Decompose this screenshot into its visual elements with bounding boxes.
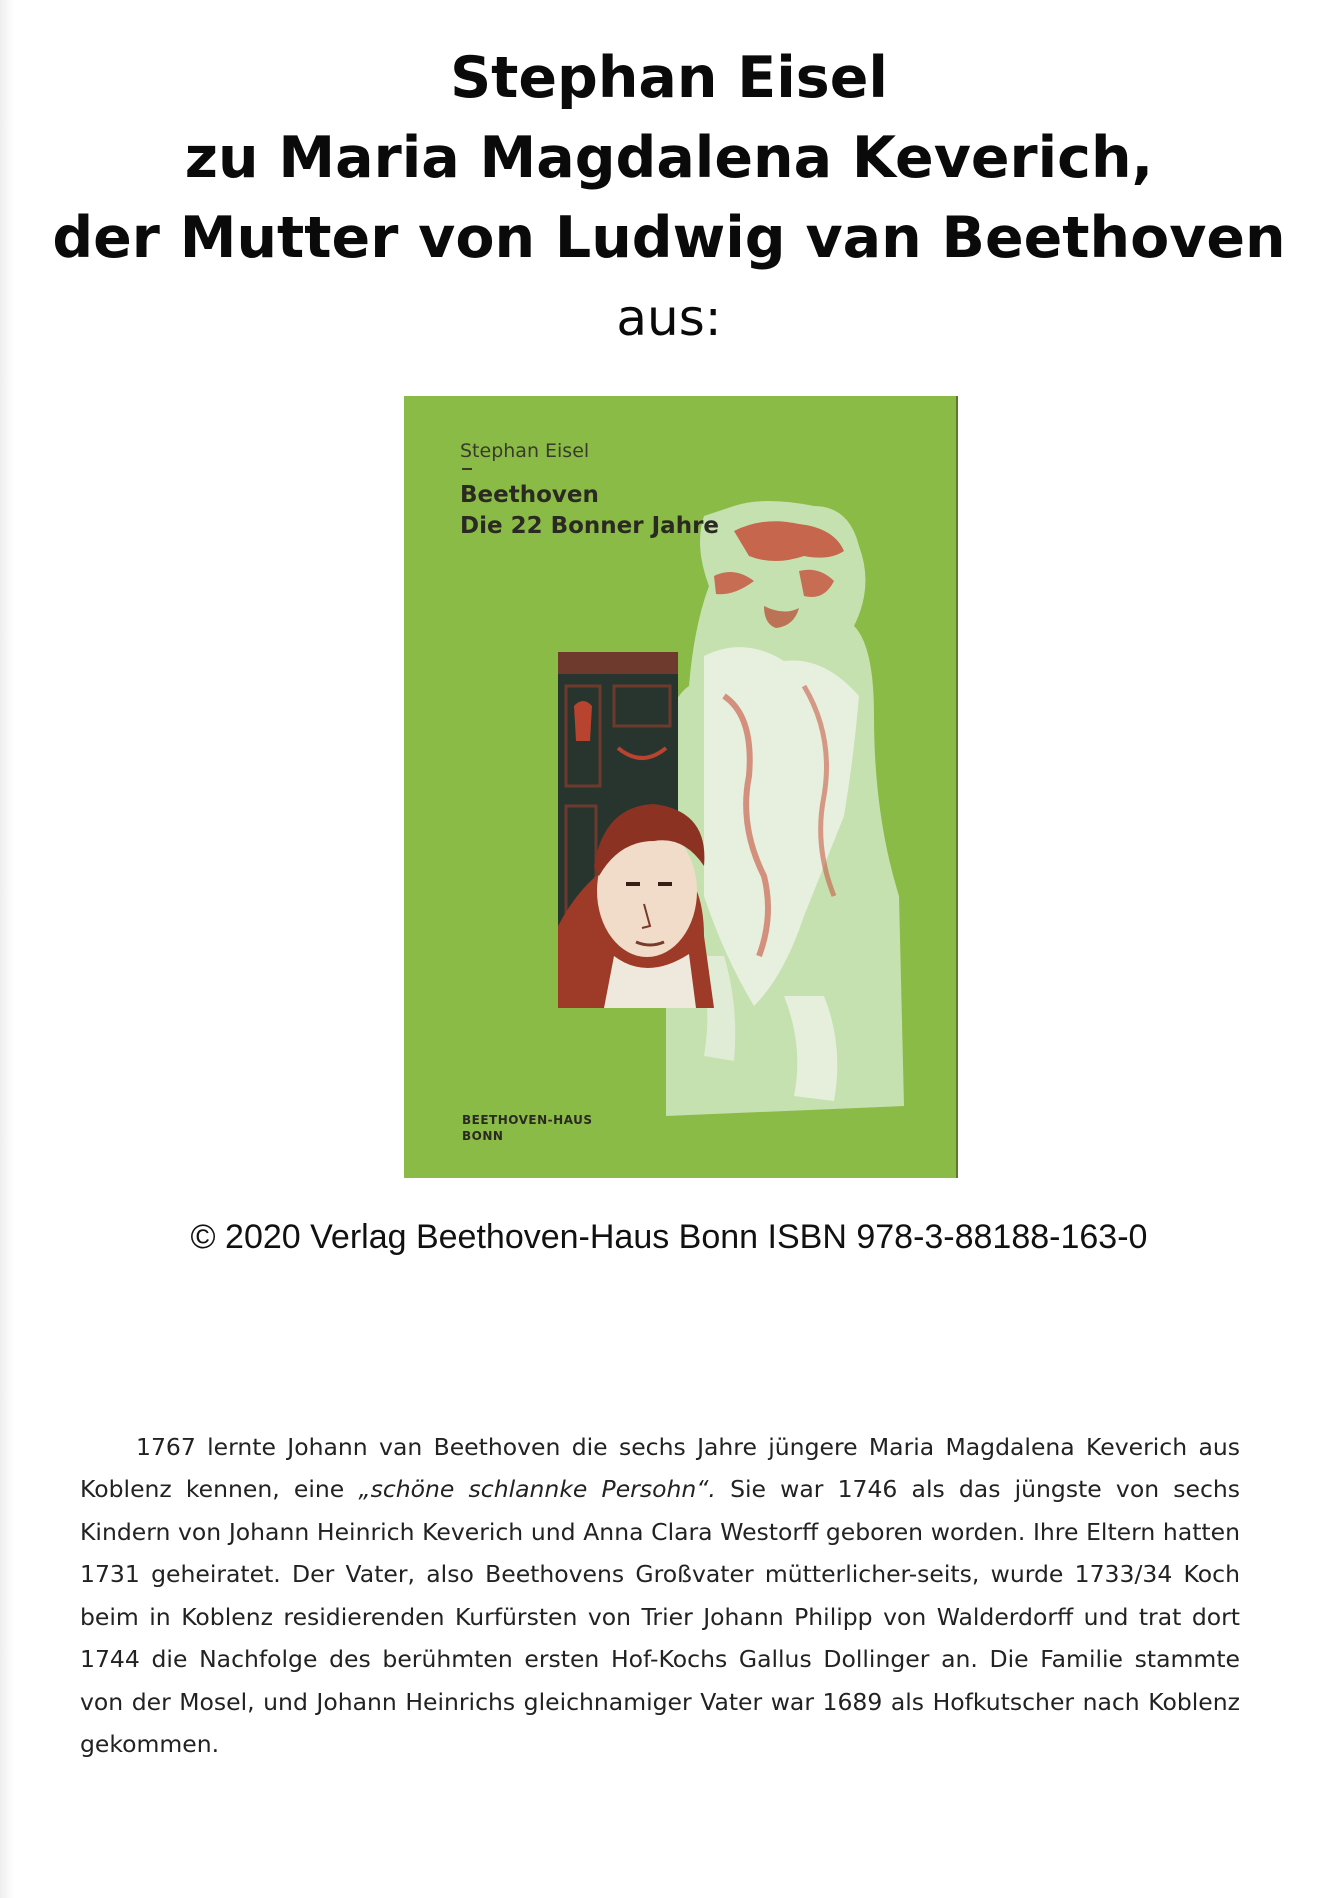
cover-title-line-2: Die 22 Bonner Jahre [460,513,720,539]
cover-divider [462,468,472,470]
cover-title-line-1: Beethoven [460,482,599,508]
title-source-label: aus: [616,289,722,347]
cover-publisher [462,1112,593,1144]
copyright-line: © 2020 Verlag Beethoven-Haus Bonn ISBN 978-3-88188-163-0 [190,1218,1148,1256]
body-quote: „schöne schlannke Persohn“. [358,1475,716,1503]
cover-author: Stephan Eisel [460,440,590,462]
statue-silhouette [666,501,904,1116]
body-paragraph [80,1426,1240,1766]
cover-publisher-line-2: BONN [462,1129,504,1143]
cover-title [460,480,719,542]
page-title [0,38,1338,358]
title-line-subject: zu Maria Magdalena Keverich, [184,125,1154,191]
body-text-part-1: 1767 lernte Johann van Beethoven die sechs Jahre jüngere Maria Magdalena Keverich aus Koblenz kennen, eine [80,1432,1240,1503]
title-line-author: Stephan Eisel [450,45,888,111]
body-text-part-2: Sie war 1746 als das jüngste von sechs Kindern von Johann Heinrich Keverich und Anna Clara Westorff geboren worden. Ihre Eltern hatten 1731 geheiratet. Der Vater, also Beethovens Großvater mütterlicher-seits, wurde 1733/34 Koch beim in Koblenz residierenden Kurfürsten von Trier Johann Philipp von Walderdorff und trat dort 1744 die Nachfolge des berühmten ersten Hof-Kochs Gallus Dollinger an. Die Familie stammte von der Mosel, und Johann Heinrichs gleichnamiger Vater war 1689 als Hofkutscher nach Koblenz gekommen. [80,1475,1241,1758]
title-line-relation: der Mutter von Ludwig van Beethoven [52,205,1286,271]
cover-publisher-line-1: BEETHOVEN-HAUS [462,1113,593,1127]
book-cover-image [404,396,958,1178]
